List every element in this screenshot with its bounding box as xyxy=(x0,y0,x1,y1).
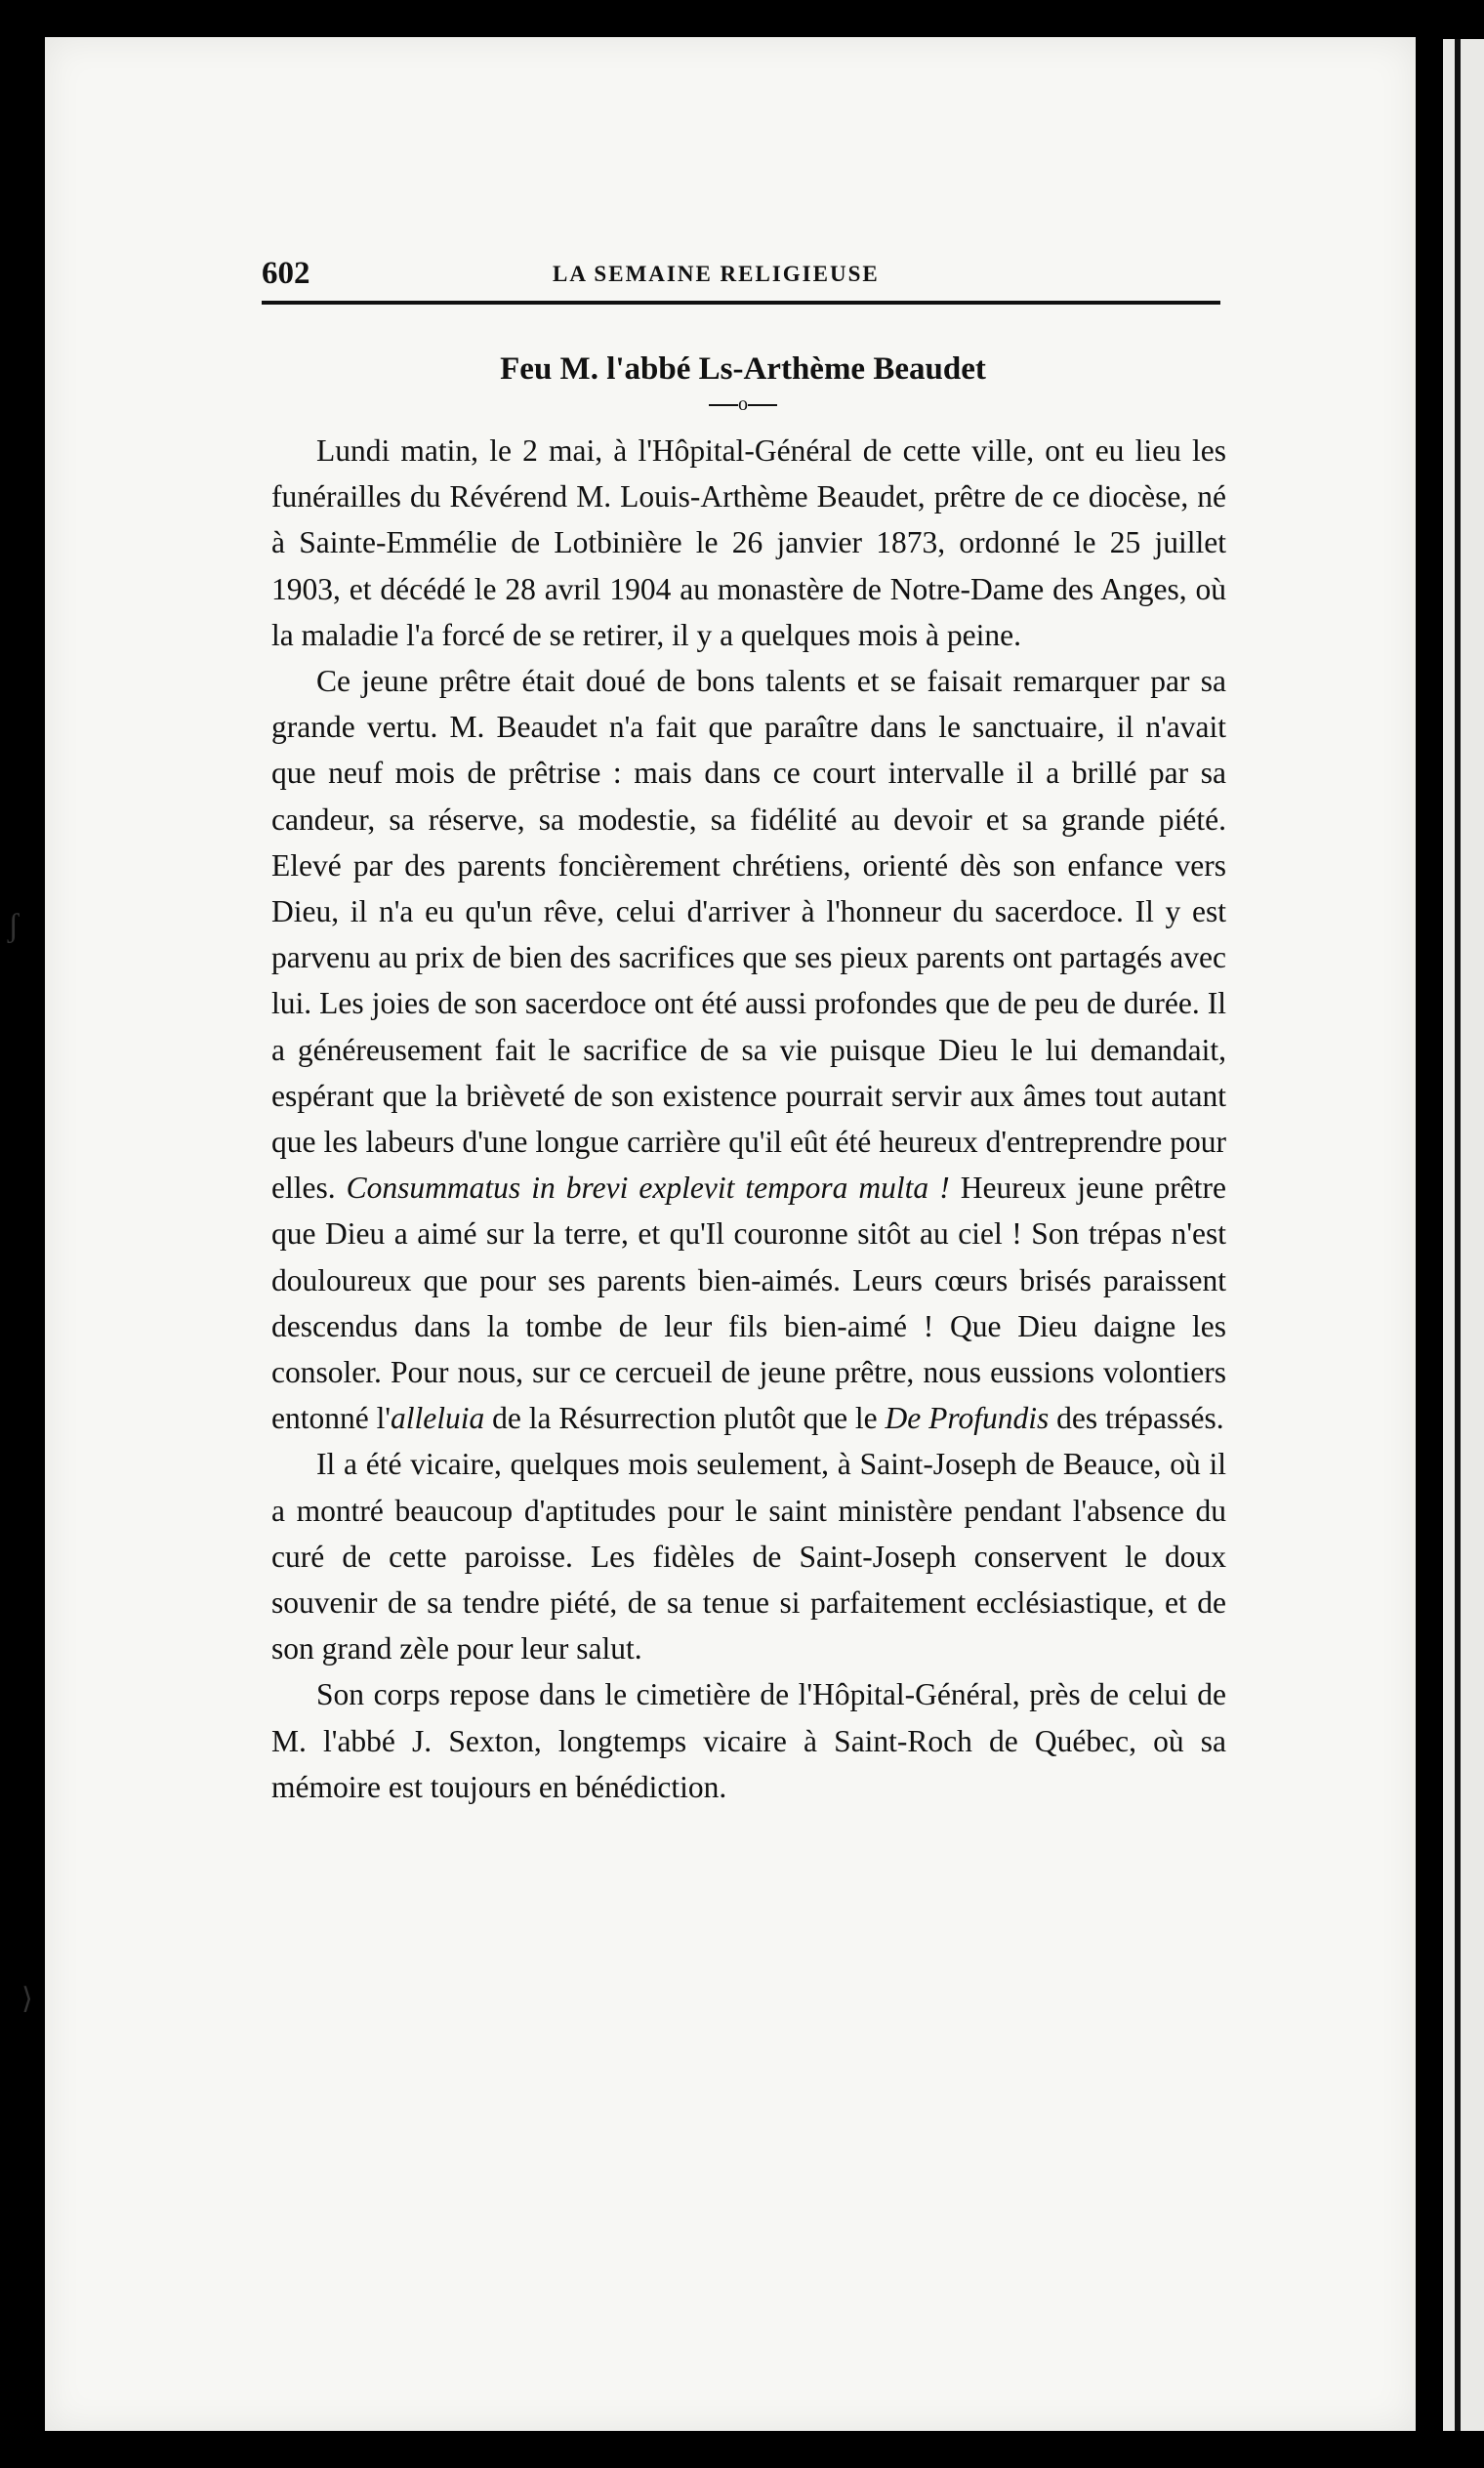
article-body xyxy=(271,428,1226,1810)
paragraph-text: Son corps repose dans le cimetière de l'Hôpital-Général, près de celui de M. l'abbé J. Sexton, longtemps vicaire à Saint-Roch de Québec, où sa mémoire est toujours en bénédiction. xyxy=(271,1677,1226,1804)
margin-scratch-mark: ʃ xyxy=(8,908,20,944)
margin-scratch-mark: ⟩ xyxy=(21,1983,33,2015)
title-ornament xyxy=(262,393,1224,416)
publication-title: LA SEMAINE RELIGIEUSE xyxy=(553,262,880,286)
paragraph-text: de la Résurrection plutôt que le xyxy=(484,1401,886,1436)
ornament-circle: o xyxy=(738,393,748,415)
paragraph xyxy=(271,1671,1226,1810)
page-number: 602 xyxy=(262,256,310,291)
paragraph xyxy=(271,1441,1226,1671)
ornament-dash-left xyxy=(709,404,738,406)
running-head xyxy=(262,256,1224,291)
paragraph-text: Ce jeune prêtre était doué de bons talents et se faisait remarquer par sa grande vertu. M. Beaudet n'a fait que paraître dans le sanctuaire, il n'avait que neuf mois de prêtrise : mais dans ce court intervalle il a brillé par sa candeur, sa réserve, sa modestie, sa fidélité au devoir et sa grande piété. Elevé par des parents foncièrement chrétiens, orienté dès son enfance vers Dieu, il n'a eu qu'un rêve, celui d'arriver à l'honneur du sacerdoce. Il y est parvenu au prix de bien des sacrifices que ses pieux parents ont partagés avec lui. Les joies de son sacerdoce ont été aussi profondes que de peu de durée. Il a généreusement fait le sacrifice de sa vie puisque Dieu le lui demandait, espérant que la brièveté de son existence pourrait servir aux âmes tout autant que les labeurs d'une longue carrière qu'il eût été heureux d'entreprendre pour elles. xyxy=(271,664,1226,1206)
adjacent-page-edge xyxy=(1443,39,1484,2431)
paragraph xyxy=(271,428,1226,658)
paragraph-text: des trépassés. xyxy=(1049,1401,1224,1436)
article-title: Feu M. l'abbé Ls-Arthème Beaudet xyxy=(500,351,986,387)
paragraph xyxy=(271,658,1226,1441)
ornament-dash-right xyxy=(748,404,777,406)
header-rule xyxy=(262,301,1220,305)
paragraph-text: Il a été vicaire, quelques mois seulement, à Saint-Joseph de Beauce, où il a montré beaucoup d'aptitudes pour le saint ministère pendant l'absence du curé de cette paroisse. Les fidèles de Saint-Joseph conservent le doux souvenir de sa tendre piété, de sa tenue si parfaitement ecclésiastique, et de son grand zèle pour leur salut. xyxy=(271,1447,1226,1666)
italic-text: Consummatus in brevi explevit tempora multa ! xyxy=(346,1171,950,1206)
page-gutter xyxy=(1455,39,1461,2431)
paragraph-text: Lundi matin, le 2 mai, à l'Hôpital-Général de cette ville, ont eu lieu les funérailles du Révérend M. Louis-Arthème Beaudet, prêtre de ce diocèse, né à Sainte-Emmélie de Lotbinière le 26 janvier 1873, ordonné le 25 juillet 1903, et décédé le 28 avril 1904 au monastère de Notre-Dame des Anges, où la maladie l'a forcé de se retirer, il y a quelques mois à peine. xyxy=(271,433,1226,652)
paragraph-text: Heureux jeune prêtre que Dieu a aimé sur la terre, et qu'Il couronne sitôt au ciel ! Son trépas n'est douloureux que pour ses parents bien-aimés. Leurs cœurs brisés paraissent descendus dans la tombe de leur fils bien-aimé ! Que Dieu daigne les consoler. Pour nous, sur ce cercueil de jeune prêtre, nous eussions volontiers entonné l' xyxy=(271,1171,1226,1436)
italic-text: De Profundis xyxy=(885,1401,1050,1436)
italic-text: alleluia xyxy=(391,1401,485,1436)
